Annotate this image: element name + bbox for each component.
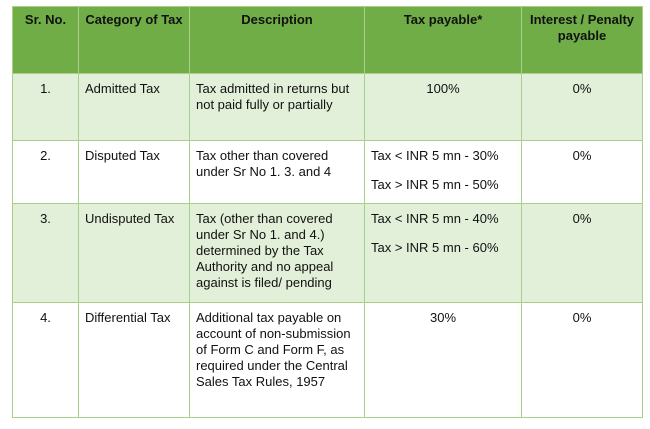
table-row (13, 204, 643, 303)
tax-payable-line: Tax < INR 5 mn - 30% (371, 148, 499, 163)
table-header (13, 7, 643, 74)
header-row (13, 7, 643, 74)
table-row (13, 141, 643, 204)
tax-payable-line: 30% (429, 310, 457, 325)
table-row (13, 303, 643, 418)
tax-payable-line: 100% (426, 81, 460, 96)
cell-description: Tax admitted in returns but not paid fully or partially (190, 74, 365, 141)
cell-tax-payable (365, 204, 522, 303)
header-category: Category of Tax (79, 7, 190, 74)
tax-table (12, 6, 643, 418)
tax-table-container (12, 6, 643, 418)
header-description: Description (190, 7, 365, 74)
cell-sr-no: 3. (13, 204, 79, 303)
cell-interest-penalty: 0% (522, 141, 643, 204)
tax-payable-line: Tax < INR 5 mn - 40% (371, 211, 499, 226)
tax-payable-line: Tax > INR 5 mn - 50% (371, 177, 499, 192)
header-sr-no: Sr. No. (13, 7, 79, 74)
cell-interest-penalty: 0% (522, 303, 643, 418)
cell-category: Differential Tax (79, 303, 190, 418)
cell-description: Tax other than covered under Sr No 1. 3. and 4 (190, 141, 365, 204)
header-tax-payable: Tax payable* (365, 7, 522, 74)
table-body (13, 74, 643, 418)
cell-sr-no: 2. (13, 141, 79, 204)
cell-interest-penalty: 0% (522, 204, 643, 303)
cell-interest-penalty: 0% (522, 74, 643, 141)
header-interest-penalty: Interest / Penalty payable (522, 7, 643, 74)
cell-description: Additional tax payable on account of non-submission of Form C and Form F, as required under the Central Sales Tax Rules, 1957 (190, 303, 365, 418)
cell-category: Disputed Tax (79, 141, 190, 204)
cell-sr-no: 1. (13, 74, 79, 141)
cell-category: Admitted Tax (79, 74, 190, 141)
cell-tax-payable (365, 141, 522, 204)
cell-description: Tax (other than covered under Sr No 1. and 4.) determined by the Tax Authority and no appeal against is filed/ pending (190, 204, 365, 303)
cell-category: Undisputed Tax (79, 204, 190, 303)
tax-payable-line: Tax > INR 5 mn - 60% (371, 240, 499, 255)
table-row (13, 74, 643, 141)
cell-tax-payable (365, 303, 522, 418)
cell-sr-no: 4. (13, 303, 79, 418)
cell-tax-payable (365, 74, 522, 141)
